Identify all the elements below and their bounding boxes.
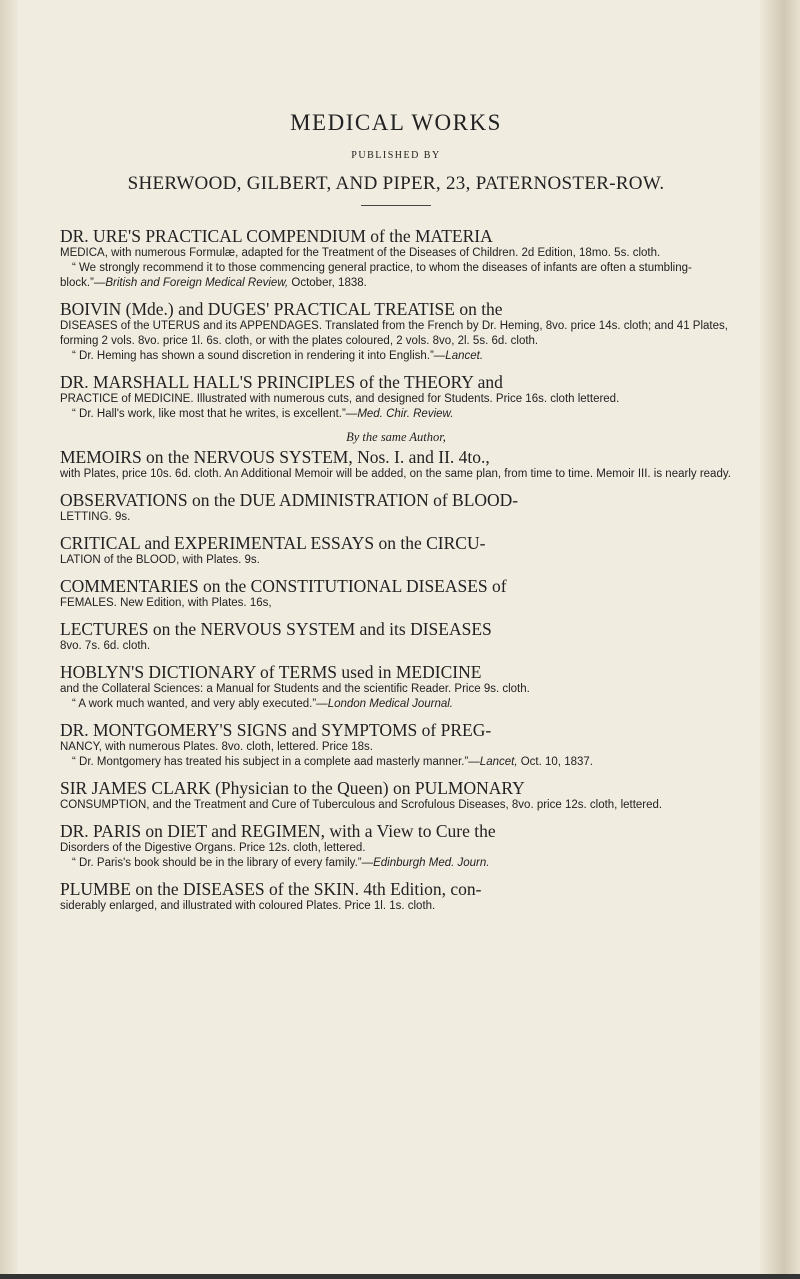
catalogue-entry xyxy=(60,720,732,770)
entry-description: CONSUMPTION, and the Treatment and Cure of Tuberculous and Scrofulous Diseases, 8vo. price 12s. cloth, lettered. xyxy=(60,799,663,811)
masthead xyxy=(60,110,732,206)
entry-description: Disorders of the Digestive Organs. Price 12s. cloth, lettered. xyxy=(60,842,366,854)
catalogue-entry xyxy=(60,619,732,654)
entry-heading: CRITICAL and EXPERIMENTAL ESSAYS on the CIRCU- xyxy=(60,533,486,553)
quote-source: Lancet, xyxy=(479,756,518,768)
entry-description: LATION of the BLOOD, with Plates. 9s. xyxy=(60,554,260,566)
catalogue-entry xyxy=(60,299,732,364)
entry-heading: SIR JAMES CLARK (Physician to the Queen) on PULMONARY xyxy=(60,778,525,798)
entry-description: DISEASES of the UTERUS and its APPENDAGES. Translated from the French by Dr. Heming, 8vo. price 14s. cloth; and 41 Plates, forming 2 vols. 8vo. price 1l. 6s. cloth, or with the plates coloured, 2 vols. 8vo, 2l. 5s. 6d. cloth. xyxy=(60,320,728,347)
quote-source: London Medical Journal. xyxy=(327,698,453,710)
entry-heading: COMMENTARIES on the CONSTITUTIONAL DISEASES of xyxy=(60,576,507,596)
catalogue-list-same-author xyxy=(60,447,732,914)
divider xyxy=(361,205,431,206)
entry-heading: DR. PARIS on DIET and REGIMEN, with a View to Cure the xyxy=(60,821,496,841)
entry-heading: MEMOIRS on the NERVOUS SYSTEM, Nos. I. and II. 4to., xyxy=(60,447,490,467)
entry-description: LETTING. 9s. xyxy=(60,511,131,523)
quote-source: Med. Chir. Review. xyxy=(357,408,454,420)
entry-heading: DR. URE'S PRACTICAL COMPENDIUM of the MATERIA xyxy=(60,226,493,246)
entry-description: PRACTICE of MEDICINE. Illustrated with numerous cuts, and designed for Students. Price 16s. cloth lettered. xyxy=(60,393,620,405)
quote-text: “ Dr. Montgomery has treated his subject in a complete aad masterly manner.”— xyxy=(72,756,480,768)
quote-text: “ We strongly recommend it to those commencing general practice, to whom the diseases of infants are often a stumbling-block.”— xyxy=(60,262,692,289)
published-by-label: PUBLISHED BY xyxy=(351,150,441,161)
catalogue-entry xyxy=(60,533,732,568)
quote-date: Oct. 10, 1837. xyxy=(517,756,593,768)
entry-description: with Plates, price 10s. 6d. cloth. An Additional Memoir will be added, on the same plan, from time to time. Memoir III. is nearly ready. xyxy=(60,468,731,480)
publisher-name: SHERWOOD, GILBERT, AND PIPER, 23, PATERNOSTER-ROW. xyxy=(127,173,665,194)
quote-source: British and Foreign Medical Review, xyxy=(105,277,289,289)
page-title: MEDICAL WORKS xyxy=(290,110,502,135)
quote-text: “ Dr. Heming has shown a sound discretion in rendering it into English.”— xyxy=(72,350,446,362)
entry-description: MEDICA, with numerous Formulæ, adapted for the Treatment of the Diseases of Children. 2d Edition, 18mo. 5s. cloth. xyxy=(60,247,661,259)
quote-text: “ Dr. Paris's book should be in the library of every family.”— xyxy=(72,857,374,869)
catalogue-entry xyxy=(60,821,732,871)
entry-heading: DR. MARSHALL HALL'S PRINCIPLES of the THEORY and xyxy=(60,372,503,392)
quote-source: Edinburgh Med. Journ. xyxy=(373,857,490,869)
page-edge-left xyxy=(0,0,18,1279)
quote-text: “ A work much wanted, and very ably executed.”— xyxy=(72,698,328,710)
page-edge-right xyxy=(760,0,800,1279)
entry-review-quote xyxy=(60,407,732,422)
entry-description: NANCY, with numerous Plates. 8vo. cloth, lettered. Price 18s. xyxy=(60,741,373,753)
entry-review-quote xyxy=(60,261,732,291)
catalogue-entry xyxy=(60,490,732,525)
entry-review-quote xyxy=(60,755,732,770)
entry-description: siderably enlarged, and illustrated with coloured Plates. Price 1l. 1s. cloth. xyxy=(60,900,436,912)
entry-review-quote xyxy=(60,349,732,364)
catalogue-entry xyxy=(60,662,732,712)
entry-heading: OBSERVATIONS on the DUE ADMINISTRATION of BLOOD- xyxy=(60,490,519,510)
entry-description: FEMALES. New Edition, with Plates. 16s, xyxy=(60,597,272,609)
entry-description: and the Collateral Sciences: a Manual for Students and the scientific Reader. Price 9s. cloth. xyxy=(60,683,530,695)
catalogue-entry xyxy=(60,576,732,611)
byline: By the same Author, xyxy=(346,430,446,444)
quote-text: “ Dr. Hall's work, like most that he writes, is excellent.”— xyxy=(72,408,358,420)
catalogue-entry xyxy=(60,372,732,422)
entry-heading: BOIVIN (Mde.) and DUGES' PRACTICAL TREATISE on the xyxy=(60,299,503,319)
entry-description: 8vo. 7s. 6d. cloth. xyxy=(60,640,151,652)
entry-review-quote xyxy=(60,856,732,871)
entry-heading: DR. MONTGOMERY'S SIGNS and SYMPTOMS of PREG- xyxy=(60,720,492,740)
catalogue-entry xyxy=(60,447,732,482)
catalogue-entry xyxy=(60,778,732,813)
quote-date: October, 1838. xyxy=(288,277,367,289)
catalogue-entry xyxy=(60,879,732,914)
entry-heading: HOBLYN'S DICTIONARY of TERMS used in MEDICINE xyxy=(60,662,482,682)
entry-review-quote xyxy=(60,697,732,712)
catalogue-entry xyxy=(60,226,732,291)
entry-heading: LECTURES on the NERVOUS SYSTEM and its DISEASES xyxy=(60,619,492,639)
page-content xyxy=(60,110,732,922)
quote-source: Lancet. xyxy=(445,350,484,362)
bottom-rule xyxy=(0,1274,800,1279)
catalogue-list xyxy=(60,226,732,422)
entry-heading: PLUMBE on the DISEASES of the SKIN. 4th Edition, con- xyxy=(60,879,482,899)
